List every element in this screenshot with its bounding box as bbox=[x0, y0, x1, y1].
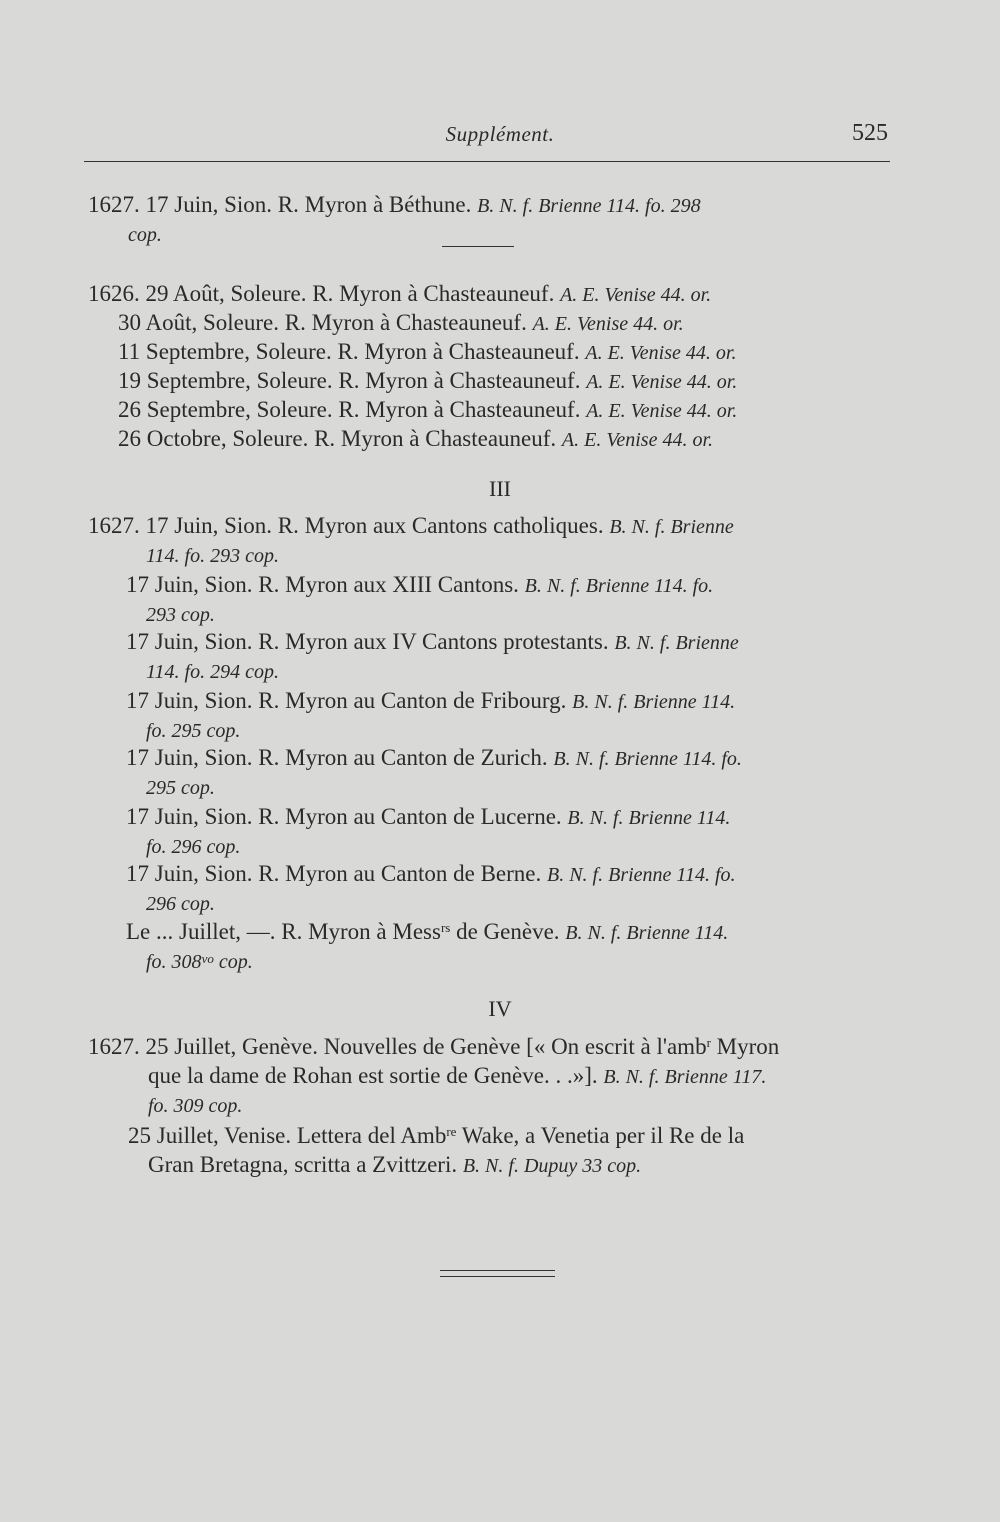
entry-cont: 295 cop. bbox=[146, 777, 215, 799]
entry-text: 11 Septembre, Soleure. R. Myron à Chasteauneuf. bbox=[118, 339, 580, 364]
entry-text: 26 Octobre, Soleure. R. Myron à Chasteauneuf. bbox=[118, 426, 557, 451]
page-number: 525 bbox=[852, 120, 888, 146]
entry-cont: 114. fo. 294 cop. bbox=[146, 661, 279, 683]
entry-soleure-5 bbox=[118, 395, 737, 426]
superscript: re bbox=[446, 1124, 457, 1139]
entry-ref: A. E. Venise 44. or. bbox=[586, 371, 738, 393]
entry-ref: A. E. Venise 44. or. bbox=[586, 400, 738, 422]
entry-text: 17 Juin, Sion. R. Myron aux XIII Cantons. bbox=[126, 572, 519, 597]
entry-cantons-catholiques bbox=[88, 511, 734, 571]
entry-nouvelles-geneve bbox=[88, 1032, 779, 1121]
entry-text-tail: de Genève. bbox=[450, 919, 560, 944]
entry-text-tail: Myron bbox=[710, 1034, 780, 1059]
entry-text: 26 Septembre, Soleure. R. Myron à Chasteauneuf. bbox=[118, 397, 581, 422]
entry-ref: B. N. f. Brienne 114. bbox=[572, 691, 736, 713]
entry-cont: fo. 308 bbox=[146, 951, 202, 973]
entry-ref: B. N. f. Dupuy 33 cop. bbox=[462, 1155, 642, 1177]
entry-text: 1627. 25 Juillet, Genève. Nouvelles de Genève [« On escrit à l'amb bbox=[88, 1034, 707, 1059]
superscript: vo bbox=[201, 951, 214, 966]
entry-text: 25 Juillet, Venise. Lettera del Amb bbox=[128, 1123, 447, 1148]
entry-soleure-1 bbox=[88, 279, 711, 310]
entry-soleure-2 bbox=[118, 308, 684, 339]
entry-cont: fo. 295 cop. bbox=[146, 720, 241, 742]
entry-text: 30 Août, Soleure. R. Myron à Chasteauneuf. bbox=[118, 310, 527, 335]
entry-geneve-messieurs bbox=[126, 917, 728, 977]
header-rule bbox=[84, 161, 890, 162]
superscript: rs bbox=[440, 920, 451, 935]
entry-text: 17 Juin, Sion. R. Myron au Canton de Fribourg. bbox=[126, 688, 567, 713]
entry-text: 1627. 17 Juin, Sion. R. Myron aux Cantons catholiques. bbox=[88, 513, 604, 538]
entry-zurich bbox=[126, 743, 742, 803]
entry-text-tail: Wake, a Venetia per il Re de la bbox=[456, 1123, 745, 1148]
entry-cont: fo. 296 cop. bbox=[146, 836, 241, 858]
entry-berne bbox=[126, 859, 736, 919]
entry-ref: A. E. Venise 44. or. bbox=[532, 313, 684, 335]
entry-cont: fo. 309 cop. bbox=[148, 1095, 243, 1117]
entry-1627-bethune bbox=[88, 190, 701, 250]
entry-line-2: Gran Bretagna, scritta a Zvittzeri. bbox=[148, 1152, 458, 1177]
entry-cont-tail: cop. bbox=[213, 951, 253, 973]
section-heading-iii: III bbox=[489, 476, 511, 501]
entry-text: 1626. 29 Août, Soleure. R. Myron à Chasteauneuf. bbox=[88, 281, 555, 306]
entry-cont: cop. bbox=[128, 224, 162, 246]
entry-cont: 296 cop. bbox=[146, 893, 215, 915]
entry-fribourg bbox=[126, 686, 735, 746]
entry-ref: B. N. f. Brienne 114. fo. bbox=[547, 864, 736, 886]
entry-ref: A. E. Venise 44. or. bbox=[560, 284, 712, 306]
running-header: Supplément. bbox=[445, 122, 555, 146]
entry-text: 17 Juin, Sion. R. Myron au Canton de Lucerne. bbox=[126, 804, 562, 829]
superscript: r bbox=[706, 1035, 711, 1050]
entry-lettera-wake bbox=[128, 1121, 744, 1181]
entry-cont: 293 cop. bbox=[146, 604, 215, 626]
entry-cont: 114. fo. 293 cop. bbox=[146, 545, 279, 567]
entry-lucerne bbox=[126, 802, 730, 862]
entry-ref: A. E. Venise 44. or. bbox=[585, 342, 737, 364]
closing-double-rule bbox=[440, 1270, 555, 1277]
entry-line-2: que la dame de Rohan est sortie de Genève. . .»]. bbox=[148, 1063, 598, 1088]
entry-ref: B. N. f. Brienne 114. fo. bbox=[553, 748, 742, 770]
entry-ref: B. N. f. Brienne 114. bbox=[565, 922, 729, 944]
entry-ref: B. N. f. Brienne 114. bbox=[567, 807, 731, 829]
entry-ref: B. N. f. Brienne 114. fo. 298 bbox=[477, 195, 701, 217]
entry-text: 19 Septembre, Soleure. R. Myron à Chasteauneuf. bbox=[118, 368, 581, 393]
entry-ref: A. E. Venise 44. or. bbox=[561, 429, 714, 451]
entry-text: 17 Juin, Sion. R. Myron aux IV Cantons protestants. bbox=[126, 629, 609, 654]
section-divider bbox=[442, 246, 514, 247]
entry-iv-cantons bbox=[126, 627, 739, 687]
entry-xiii-cantons bbox=[126, 570, 713, 630]
entry-text: 17 Juin, Sion. R. Myron au Canton de Berne. bbox=[126, 861, 542, 886]
entry-text: 17 Juin, Sion. R. Myron au Canton de Zurich. bbox=[126, 745, 548, 770]
entry-ref: B. N. f. Brienne 117. bbox=[603, 1066, 767, 1088]
entry-soleure-3 bbox=[118, 337, 736, 368]
section-heading-iv: IV bbox=[488, 996, 512, 1021]
entry-ref: B. N. f. Brienne 114. fo. bbox=[524, 575, 714, 597]
entry-ref: B. N. f. Brienne bbox=[609, 516, 734, 538]
entry-soleure-4 bbox=[118, 366, 737, 397]
entry-text: Le ... Juillet, —. R. Myron à Mess bbox=[126, 919, 441, 944]
entry-soleure-6 bbox=[118, 424, 713, 455]
entry-text: 1627. 17 Juin, Sion. R. Myron à Béthune. bbox=[88, 192, 472, 217]
entry-ref: B. N. f. Brienne bbox=[614, 632, 739, 654]
